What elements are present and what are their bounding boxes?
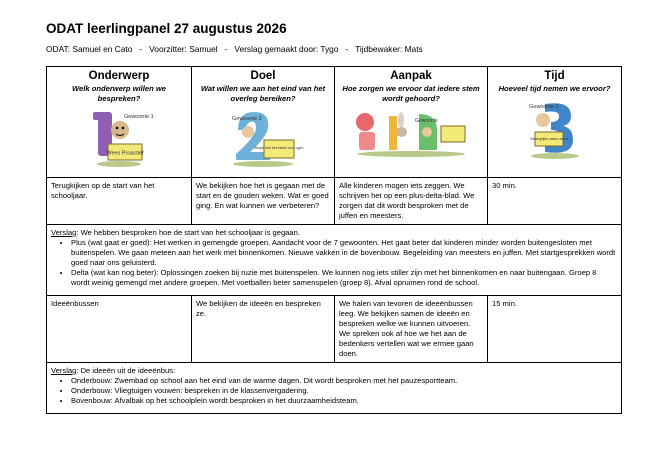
- illustration-badge-text: Gewoonte 3: [528, 104, 559, 110]
- illustration-badge-text: Gewoonte 2: [232, 116, 262, 122]
- illustration-badge-text: Gewoonte: [415, 118, 438, 124]
- agenda-row: [47, 178, 622, 225]
- header-subtitle: Hoeveel tijd nemen we ervoor?: [498, 84, 611, 93]
- cell-tijd: 30 min.: [488, 178, 622, 225]
- illustration-sign-text: Belangrijke zaken eerst: [529, 137, 568, 141]
- verslag-bullet: • Plus (wat gaat er goed): Het werken in gemengde groepen. Aandacht voor de 7 gewoonten. Het gaat beter dat kinderen minder worden buitengesloten met buitenspelen. We gaan meteen aan het werk met binnenkomen. Nieuwe vakken in de bovenbouw. Begeleiding van meesters en juffen. Met startgesprekken wordt goed naar ons geluisterd.: [71, 238, 617, 268]
- number-2-character-illustration: [228, 108, 304, 168]
- header-aanpak: [335, 67, 488, 178]
- illustration-sign-text: Wees Proactief: [106, 150, 144, 157]
- header-subtitle: Wat willen we aan het eind van het overleg bereiken?: [200, 84, 326, 103]
- header-title: Aanpak: [390, 70, 432, 82]
- verslag-row: [47, 225, 622, 296]
- illustration-badge-text: Gewoonte 1: [124, 114, 154, 120]
- header-doel: [192, 67, 335, 178]
- cell-doel: We bekijken hoe het is gegaan met de start en de gouden weken. Wat er goed ging. En wat kunnen we verbeteren?: [192, 178, 335, 225]
- document-title: ODAT leerlingpanel 27 augustus 2026: [46, 21, 287, 36]
- verslag-bullets: [51, 376, 617, 406]
- header-title: Tijd: [544, 70, 565, 82]
- verslag-cell: [47, 363, 622, 414]
- cell-doel: We bekijken de ideeën en bespreken ze.: [192, 296, 335, 363]
- header-row: [47, 67, 622, 178]
- agenda-row: [47, 296, 622, 363]
- header-tijd: [488, 67, 622, 178]
- verslag-bullet: • Onderbouw: Vliegtuigen vouwen: bespreken in de klassenvergadering.: [71, 386, 617, 396]
- number-3-character-illustration: [527, 98, 583, 160]
- number-4-5-6-characters-illustration: [353, 108, 469, 158]
- verslag-intro-text: : We hebben besproken hoe de start van het schooljaar is gegaan.: [76, 228, 300, 237]
- verslag-row: [47, 363, 622, 414]
- cell-aanpak: Alle kinderen mogen iets zeggen. We schrijven het op een plus-delta-blad. We zorgen dat dit wordt besproken met de juffen en meesters.: [335, 178, 488, 225]
- meeting-roles: ODAT: Samuel en Cato - Voorzitter: Samuel - Verslag gemaakt door: Tygo - Tijdbewaker: Mats: [46, 44, 423, 54]
- header-title: Onderwerp: [88, 70, 150, 82]
- number-1-character-illustration: [90, 108, 154, 168]
- verslag-cell: [47, 225, 622, 296]
- verslag-label: Verslag: [51, 366, 77, 375]
- header-subtitle: Welk onderwerp willen we bespreken?: [72, 84, 166, 103]
- agenda-table: [46, 66, 622, 414]
- verslag-intro: [51, 366, 617, 376]
- cell-onderwerp: Terugkijken op de start van het schooljaar.: [47, 178, 192, 225]
- verslag-intro-text: : De ideeën uit de ideeënbus:: [76, 366, 176, 375]
- header-onderwerp: [47, 67, 192, 178]
- verslag-bullet: • Onderbouw: Zwembad op school aan het eind van de warme dagen. Dit wordt besproken met het pauzesportteam.: [71, 376, 617, 386]
- verslag-intro: [51, 228, 617, 238]
- header-title: Doel: [250, 70, 276, 82]
- cell-tijd: 15 min.: [488, 296, 622, 363]
- verslag-label: Verslag: [51, 228, 77, 237]
- verslag-bullets: [51, 238, 617, 288]
- cell-aanpak: We halen van tevoren de ideeënbussen leeg. We bekijken samen de ideeën en bespreken welke we kunnen uitvoeren. We spreken ook af hoe we het aan de bedenkers vertellen wat we ermee gaan doen.: [335, 296, 488, 363]
- verslag-bullet: • Bovenbouw: Afvalbak op het schoolplein wordt besproken in het duurzaamheidsteam.: [71, 396, 617, 406]
- header-subtitle: Hoe zorgen we ervoor dat iedere stem wordt gehoord?: [342, 84, 480, 103]
- cell-onderwerp: Ideeënbussen: [47, 296, 192, 363]
- illustration-sign-text: Begin met het einde voor ogen: [254, 146, 304, 150]
- verslag-bullet: • Delta (wat kan nog beter): Oplossingen zoeken bij ruzie met buitenspelen. We kunnen nog iets stiller zijn met het binnenkomen en naar buitengaan. Groep 8 wordt weinig gemengd met andere groepen. Met voetballen beter samenspelen (groep 8). Afval opruimen rond de school.: [71, 268, 617, 288]
